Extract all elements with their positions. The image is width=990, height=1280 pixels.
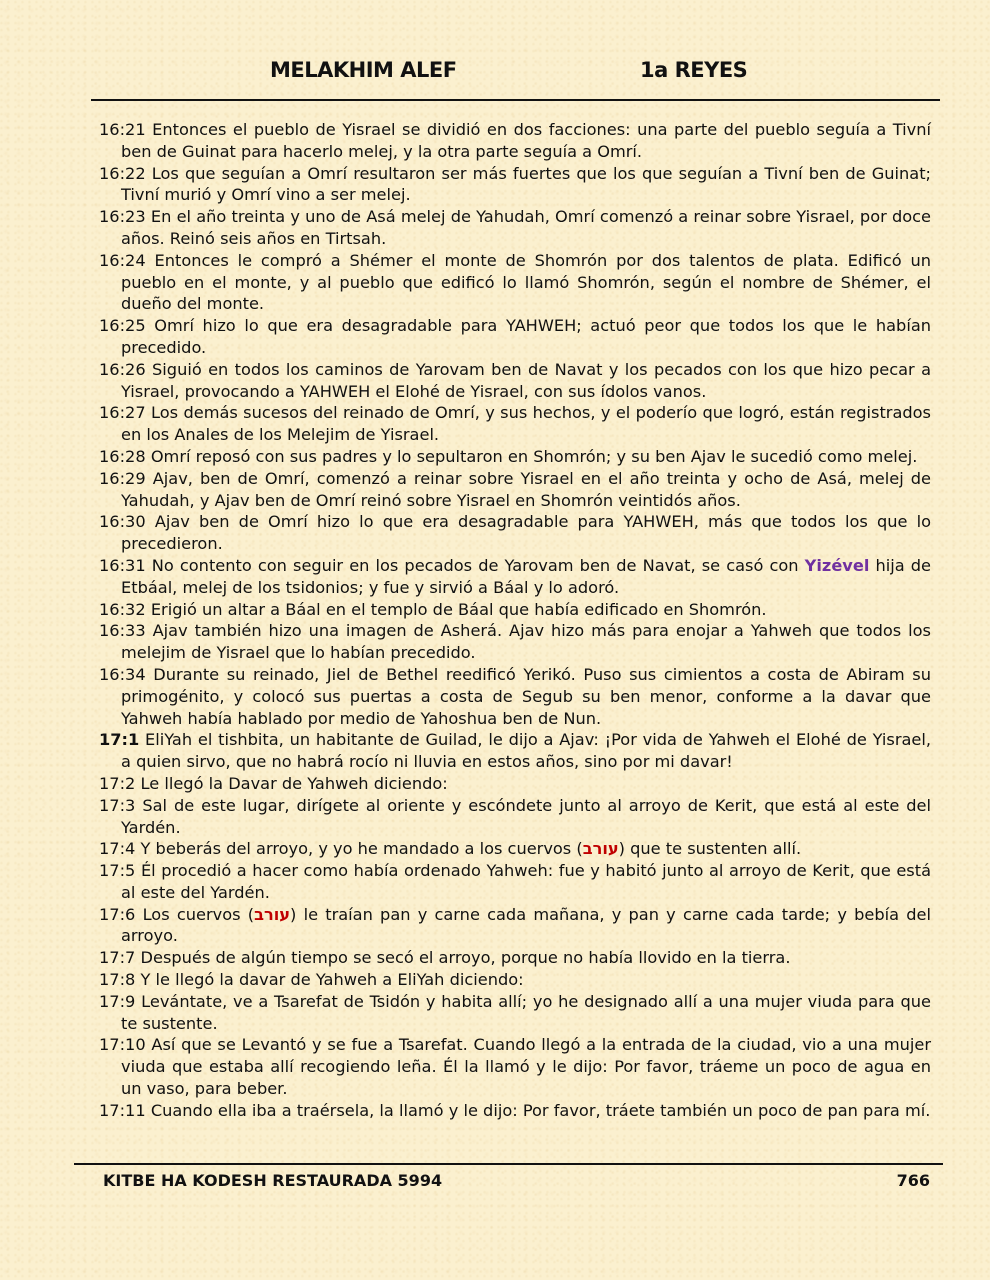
verse-text: Los demás sucesos del reinado de Omrí, y sus hechos, y el poderío que logró, están registrados en los Anales de los Melejim de Yisrael. bbox=[121, 403, 931, 445]
header-divider bbox=[91, 99, 940, 101]
verse-ref: 16:32 bbox=[99, 599, 146, 619]
verse-ref: 17:6 bbox=[99, 904, 136, 924]
verse-text: Los cuervos ( bbox=[142, 904, 255, 924]
verse-ref: 16:22 bbox=[99, 163, 146, 183]
verse-17-9 bbox=[99, 991, 931, 1035]
highlighted-name: Yizével bbox=[804, 555, 870, 575]
verse-ref: 17:9 bbox=[99, 991, 136, 1011]
verse-text: Después de algún tiempo se secó el arroyo, porque no había llovido en la tierra. bbox=[140, 948, 791, 968]
verse-text: Él procedió a hacer como había ordenado Yahweh: fue y habitó junto al arroyo de Kerit, que está al este del Yardén. bbox=[121, 861, 931, 902]
verse-16-22 bbox=[99, 163, 931, 207]
verse-16-24 bbox=[99, 250, 931, 315]
verse-text: Los que seguían a Omrí resultaron ser más fuertes que los que seguían a Tivní ben de Guinat; Tivní murió y Omrí vino a ser melej. bbox=[121, 163, 931, 205]
verse-text: Entonces le compró a Shémer el monte de Shomrón por dos talentos de plata. Edificó un pueblo en el monte, y al pueblo que edificó lo llamó Shomrón, según el nombre de Shémer, el dueño del monte. bbox=[121, 250, 931, 314]
verse-text: Y beberás del arroyo, y yo he mandado a los cuervos ( bbox=[140, 839, 583, 859]
verse-text: Ajav ben de Omrí hizo lo que era desagradable para YAHWEH, más que todos los que lo precedieron. bbox=[121, 512, 931, 554]
verse-16-21 bbox=[99, 119, 931, 163]
verse-16-27 bbox=[99, 402, 931, 446]
hebrew-word: עורב bbox=[582, 839, 619, 859]
verse-text: EliYah el tishbita, un habitante de Guilad, le dijo a Ajav: ¡Por vida de Yahweh el Elohé de Yisrael, a quien sirvo, que no habrá rocío ni lluvia en estos años, sino por mi davar! bbox=[121, 730, 931, 772]
verse-text: Le llegó la Davar de Yahweh diciendo: bbox=[140, 773, 448, 793]
verse-17-2 bbox=[99, 773, 931, 795]
verse-text: Siguió en todos los caminos de Yarovam ben de Navat y los pecados con los que hizo pecar a Yisrael, provocando a YAHWEH el Elohé de Yisrael, con sus ídolos vanos. bbox=[121, 359, 931, 401]
verse-text: Así que se Levantó y se fue a Tsarefat. Cuando llegó a la entrada de la ciudad, vio a una mujer viuda que estaba allí recogiendo leña. Él la llamó y le dijo: Por favor, tráeme un poco de agua en un vaso, para beber. bbox=[121, 1035, 931, 1099]
verse-17-1 bbox=[99, 729, 931, 773]
verse-ref: 17:4 bbox=[99, 839, 136, 859]
verse-text: Cuando ella iba a traérsela, la llamó y le dijo: Por favor, tráete también un poco de pan para mí. bbox=[150, 1100, 931, 1120]
verse-ref: 16:23 bbox=[99, 207, 146, 227]
footer-divider bbox=[74, 1163, 943, 1165]
verse-text: Ajav, ben de Omrí, comenzó a reinar sobre Yisrael en el año treinta y ocho de Asá, melej de Yahudah, y Ajav ben de Omrí reinó sobre Yisrael en Shomrón veintidós años. bbox=[121, 468, 931, 510]
verse-17-11 bbox=[99, 1100, 931, 1122]
verse-ref: 16:34 bbox=[99, 664, 146, 684]
verse-ref: 17:10 bbox=[99, 1035, 146, 1055]
verse-16-29 bbox=[99, 468, 931, 512]
verse-16-30 bbox=[99, 511, 931, 555]
verse-text: ) que te sustenten allí. bbox=[618, 839, 802, 859]
verse-16-26 bbox=[99, 359, 931, 403]
verse-16-31 bbox=[99, 555, 931, 599]
verse-ref: 17:7 bbox=[99, 948, 136, 968]
verse-ref: 17:2 bbox=[99, 773, 136, 793]
verse-ref: 16:31 bbox=[99, 555, 146, 575]
edition-title: KITBE HA KODESH RESTAURADA 5994 bbox=[103, 1171, 443, 1190]
verse-17-4 bbox=[99, 838, 931, 860]
verse-ref: 16:24 bbox=[99, 250, 146, 270]
verse-text: Erigió un altar a Báal en el templo de Báal que había edificado en Shomrón. bbox=[150, 599, 767, 619]
verse-text: Durante su reinado, Jiel de Bethel reedificó Yerikó. Puso sus cimientos a costa de Abiram su primogénito, y colocó sus puertas a costa de Segub su ben menor, conforme a la davar que Yahweh había hablado por medio de Yahoshua ben de Nun. bbox=[121, 664, 931, 728]
verse-text: Y le llegó la davar de Yahweh a EliYah diciendo: bbox=[140, 970, 524, 990]
page-header bbox=[0, 58, 990, 90]
verse-text: ) le traían pan y carne cada mañana, y pan y carne cada tarde; y bebía del arroyo. bbox=[121, 904, 931, 946]
verse-16-34 bbox=[99, 664, 931, 729]
verse-text: hija de Etbáal, melej de los tsidonios; y fue y sirvió a Báal y lo adoró. bbox=[121, 555, 932, 597]
verse-16-33 bbox=[99, 620, 931, 664]
verse-text: Entonces el pueblo de Yisrael se dividió en dos facciones: una parte del pueblo seguía a Tivní ben de Guinat para hacerlo melej, y la otra parte seguía a Omrí. bbox=[121, 120, 931, 161]
verse-ref: 17:8 bbox=[99, 970, 136, 990]
verse-ref: 17:3 bbox=[99, 795, 136, 815]
verse-text: No contento con seguir en los pecados de Yarovam ben de Navat, se casó con bbox=[151, 555, 799, 575]
verse-17-7 bbox=[99, 947, 931, 969]
verse-text: Sal de este lugar, dirígete al oriente y escóndete junto al arroyo de Kerit, que está al este del Yardén. bbox=[121, 795, 931, 837]
verse-16-25 bbox=[99, 315, 931, 359]
verse-16-23 bbox=[99, 206, 931, 250]
hebrew-word: עורב bbox=[254, 904, 291, 924]
verse-16-28 bbox=[99, 446, 931, 468]
verse-17-3 bbox=[99, 795, 931, 839]
verse-ref: 17:5 bbox=[99, 861, 136, 881]
page-number: 766 bbox=[896, 1171, 930, 1190]
verse-ref: 16:33 bbox=[99, 621, 146, 641]
verse-ref: 16:21 bbox=[99, 120, 146, 139]
book-title-spanish: 1a REYES bbox=[640, 58, 748, 82]
verse-list bbox=[99, 119, 931, 1122]
verse-text: En el año treinta y uno de Asá melej de Yahudah, Omrí comenzó a reinar sobre Yisrael, por doce años. Reinó seis años en Tirtsah. bbox=[121, 207, 932, 248]
verse-ref: 17:11 bbox=[99, 1100, 146, 1120]
verse-17-6 bbox=[99, 904, 931, 948]
chapter-start-ref: 17:1 bbox=[99, 730, 140, 750]
verse-ref: 16:28 bbox=[99, 446, 146, 466]
verse-17-10 bbox=[99, 1034, 931, 1099]
verse-ref: 16:30 bbox=[99, 512, 146, 532]
verse-17-5 bbox=[99, 860, 931, 904]
verse-text: Omrí reposó con sus padres y lo sepultaron en Shomrón; y su ben Ajav le sucedió como melej. bbox=[150, 446, 918, 466]
verse-ref: 16:25 bbox=[99, 316, 146, 336]
verse-text: Ajav también hizo una imagen de Asherá. Ajav hizo más para enojar a Yahweh que todos los melejim de Yisrael que lo habían precedido. bbox=[121, 621, 931, 663]
verse-17-8 bbox=[99, 969, 931, 991]
verse-text: Omrí hizo lo que era desagradable para YAHWEH; actuó peor que todos los que le habían precedido. bbox=[121, 316, 931, 357]
verse-ref: 16:27 bbox=[99, 403, 146, 423]
verse-16-32 bbox=[99, 599, 931, 621]
book-title-hebrew: MELAKHIM ALEF bbox=[270, 58, 457, 82]
verse-ref: 16:29 bbox=[99, 468, 146, 488]
verse-ref: 16:26 bbox=[99, 359, 146, 379]
verse-text: Levántate, ve a Tsarefat de Tsidón y habita allí; yo he designado allí a una mujer viuda para que te sustente. bbox=[121, 991, 931, 1033]
